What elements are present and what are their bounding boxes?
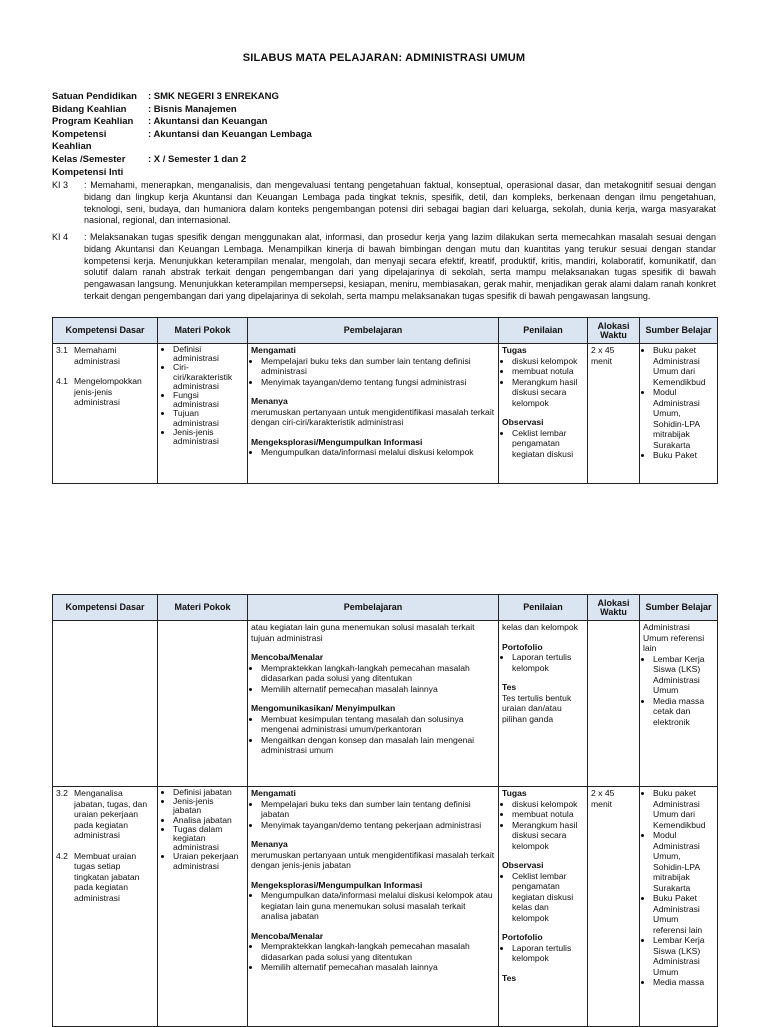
list-item: • Media massa bbox=[653, 977, 714, 988]
spacer bbox=[56, 366, 154, 376]
ki-code: KI 4 bbox=[52, 232, 69, 242]
kd-text: Memahami administrasi bbox=[74, 345, 120, 366]
table-header-row bbox=[53, 318, 718, 344]
identity-block bbox=[52, 91, 312, 166]
identity-row bbox=[52, 129, 312, 154]
identity-row bbox=[52, 104, 312, 117]
sumber-belajar-cell bbox=[640, 787, 718, 1027]
kd-number: 3.1 bbox=[56, 345, 68, 355]
section-heading: Observasi bbox=[502, 860, 544, 870]
identity-value: : Akuntansi dan Keuangan Lembaga bbox=[148, 128, 312, 140]
section-text: Tes tertulis bentuk uraian dan/atau pilihan ganda bbox=[502, 692, 572, 724]
list-item: • Media massa cetak dan elektronik bbox=[653, 696, 714, 728]
kd-item bbox=[56, 788, 154, 841]
list-item: • Memilih alternatif pemecahan masalah lainnya bbox=[261, 684, 495, 695]
table-row bbox=[53, 787, 718, 1027]
list-item: • Membuat kesimpulan tentang masalah dan solusinya mengenai administrasi umum/perkantoran bbox=[261, 714, 495, 735]
list-item: • Mengaitkan dengan konsep dan masalah lain mengenai administrasi umum bbox=[261, 735, 495, 756]
list-item: • Tugas dalam kegiatan administrasi bbox=[173, 825, 244, 853]
list-item: • Mengumpulkan data/informasi melalui diskusi kelompok atau kegiatan lain guna menemukan solusi masalah terkait analisa jabatan bbox=[261, 890, 495, 922]
continued-text: atau kegiatan lain guna menemukan solusi masalah terkait tujuan administrasi bbox=[251, 622, 475, 643]
bullet-list bbox=[502, 871, 584, 924]
bullet-list bbox=[502, 943, 584, 964]
bullet-list bbox=[643, 788, 714, 988]
ki-text: : Melaksanakan tugas spesifik dengan menggunakan alat, informasi, dan prosedur kerja yang lazim dilakukan serta memecahkan masalah sesuai dengan bidang Akuntansi dan Keuangan Lembaga. Menampilkan kinerja di bawah bimbingan dengan mutu dan kuantitas yang terukur sesuai dengan standar kompetensi kerja. Menunjukkan keterampilan menalar, mengolah, dan menyaji secara efektif, kreatif, produktif, kritis, mandiri, kolaboratif, komunikatif, dan solutif dalam ranah abstrak terkait dengan pengembangan dari yang dipelajarinya di sekolah, serta mampu melaksanakan tugas spesifik di bawah pengawasan langsung. Menunjukkan keterampilan mempersepsi, kesiapan, meniru, membiasakan, gerak mahir, menjadikan gerak alami dalam ranah konkret terkait dengan pengembangan dari yang dipelajarinya di sekolah, serta mampu melaksanakan tugas spesifik di bawah pengawasan langsung. bbox=[84, 232, 716, 301]
bullet-list bbox=[502, 356, 584, 409]
list-item: • Mempraktekkan langkah-langkah pemecahan masalah didasarkan pada solusi yang ditentukan bbox=[261, 663, 495, 684]
list-item: • Fungsi administrasi bbox=[173, 391, 244, 409]
section-heading: Portofolio bbox=[502, 641, 543, 652]
kd-item bbox=[56, 345, 154, 366]
syllabus-table-1 bbox=[52, 317, 718, 484]
section-heading: Menanya bbox=[251, 839, 288, 849]
kd-text: Menganalisa jabatan, tugas, dan uraian pekerjaan pada kegiatan administrasi bbox=[74, 788, 148, 840]
identity-row bbox=[52, 116, 312, 129]
bullet-list bbox=[502, 799, 584, 852]
ki-4 bbox=[52, 232, 716, 303]
list-item: • Modul Administrasi Umum, Sohidin-LPA mitrabijak Surakarta bbox=[653, 830, 714, 893]
bullet-list bbox=[502, 428, 584, 460]
ki-code: KI 3 bbox=[52, 180, 69, 190]
column-header: Kompetensi Dasar bbox=[53, 595, 158, 621]
alokasi-waktu-cell bbox=[588, 344, 640, 484]
list-item: • Mempelajari buku teks dan sumber lain tentang definisi administrasi bbox=[261, 356, 495, 377]
alokasi-waktu-cell bbox=[588, 621, 640, 787]
list-item: • Uraian pekerjaan administrasi bbox=[173, 852, 244, 870]
bullet-list bbox=[161, 788, 244, 871]
bullet-list bbox=[251, 447, 495, 458]
list-item: • Laporan tertulis kelompok bbox=[512, 943, 584, 964]
identity-value: : Bisnis Manajemen bbox=[148, 103, 237, 115]
penilaian-cell bbox=[499, 344, 588, 484]
list-item: • Lembar Kerja Siswa (LKS) Administrasi Umum bbox=[653, 935, 714, 977]
identity-value: : Akuntansi dan Keuangan bbox=[148, 116, 268, 127]
list-item: • Ceklist lembar pengamatan kegiatan diskusi kelas dan kelompok bbox=[512, 871, 584, 924]
alokasi-waktu-value: 2 x 45 menit bbox=[591, 788, 615, 809]
section-heading: Mencoba/Menalar bbox=[251, 930, 324, 941]
section-heading: Tes bbox=[502, 682, 517, 692]
kd-number: 4.1 bbox=[56, 376, 68, 386]
column-header: Pembelajaran bbox=[248, 595, 499, 621]
kd-item bbox=[56, 376, 154, 408]
column-header: Penilaian bbox=[499, 318, 588, 344]
sumber-belajar-cell bbox=[640, 344, 718, 484]
column-header: Pembelajaran bbox=[248, 318, 499, 344]
materi-pokok-cell bbox=[158, 621, 248, 787]
list-item: • Modul Administrasi Umum, Sohidin-LPA mitrabijak Surakarta bbox=[653, 387, 714, 450]
section-heading: Tes bbox=[502, 972, 517, 983]
penilaian-cell bbox=[499, 621, 588, 787]
list-item: • Definisi administrasi bbox=[173, 345, 244, 363]
pembelajaran-cell bbox=[248, 621, 499, 787]
list-item: • Mengumpulkan data/informasi melalui diskusi kelompok bbox=[261, 447, 495, 458]
section-heading: Mengamati bbox=[251, 345, 296, 355]
bullet-list bbox=[502, 652, 584, 673]
ki-heading: Kompetensi Inti bbox=[52, 167, 124, 178]
alokasi-waktu-cell bbox=[588, 787, 640, 1027]
kd-text: Mengelompokkan jenis-jenis administrasi bbox=[74, 376, 142, 407]
kompetensi-dasar-cell bbox=[53, 787, 158, 1027]
kompetensi-dasar-cell bbox=[53, 621, 158, 787]
kompetensi-dasar-cell bbox=[53, 344, 158, 484]
penilaian-cell bbox=[499, 787, 588, 1027]
list-item: • Ceklist lembar pengamatan kegiatan diskusi bbox=[512, 428, 584, 460]
ki-text: : Memahami, menerapkan, menganalisis, dan mengevaluasi tentang pengetahuan faktual, konseptual, operasional dasar, dan metakognitif sesuai dengan bidang dan lingkup kerja Akuntansi dan Keuangan Lembaga pada tingkat teknis, spesifik, detil, dan kompleks, berkenaan dengan ilmu pengetahuan, teknologi, seni, budaya, dan humaniora dalam konteks pengembangan potensi diri sebagai bagian dari keluarga, sekolah, dunia kerja, warga masyarakat nasional, regional, dan internasional. bbox=[84, 180, 716, 226]
list-item: • Laporan tertulis kelompok bbox=[512, 652, 584, 673]
identity-label: Program Keahlian bbox=[52, 116, 134, 127]
list-item: • diskusi kelompok bbox=[512, 799, 584, 810]
identity-label: Satuan Pendidikan bbox=[52, 91, 137, 102]
section-heading: Observasi bbox=[502, 417, 544, 427]
list-item: • Buku paket Administrasi Umum dari Kemendikbud bbox=[653, 788, 714, 830]
bullet-list bbox=[251, 356, 495, 388]
list-item: • Jenis-jenis administrasi bbox=[173, 428, 244, 446]
section-heading: Portofolio bbox=[502, 932, 543, 942]
materi-pokok-cell bbox=[158, 787, 248, 1027]
kd-number: 3.2 bbox=[56, 788, 68, 798]
column-header: Materi Pokok bbox=[158, 595, 248, 621]
section-heading: Mengamati bbox=[251, 788, 296, 798]
column-header: Alokasi Waktu bbox=[588, 595, 640, 621]
identity-label: Kelas /Semester bbox=[52, 153, 126, 165]
list-item: • Lembar Kerja Siswa (LKS) Administrasi Umum bbox=[653, 654, 714, 696]
syllabus-table-2 bbox=[52, 594, 718, 1027]
column-header: Penilaian bbox=[499, 595, 588, 621]
list-item: • membuat notula bbox=[512, 366, 584, 377]
identity-label: Kompetensi Keahlian bbox=[52, 128, 107, 152]
column-header: Sumber Belajar bbox=[640, 595, 718, 621]
continued-text: kelas dan kelompok bbox=[502, 622, 578, 632]
list-item: • Menyimak tayangan/demo tentang fungsi administrasi bbox=[261, 377, 495, 388]
list-item: • Merangkum hasil diskusi secara kelompok bbox=[512, 377, 584, 409]
materi-pokok-cell bbox=[158, 344, 248, 484]
bullet-list bbox=[251, 663, 495, 695]
bullet-list bbox=[251, 890, 495, 922]
list-item: • Jenis-jenis jabatan bbox=[173, 797, 244, 815]
section-heading: Mengeksplorasi/Mengumpulkan Informasi bbox=[251, 879, 423, 890]
list-item: • Mempraktekkan langkah-langkah pemecahan masalah didasarkan pada solusi yang ditentukan bbox=[261, 941, 495, 962]
table-row bbox=[53, 344, 718, 484]
pembelajaran-cell bbox=[248, 344, 499, 484]
list-item: • Definisi jabatan bbox=[173, 788, 244, 797]
list-item: • Menyimak tayangan/demo tentang pekerjaan administrasi bbox=[261, 820, 495, 831]
list-item: • Mempelajari buku teks dan sumber lain tentang definisi jabatan bbox=[261, 799, 495, 820]
identity-label: Bidang Keahlian bbox=[52, 103, 127, 115]
list-item: • Tujuan administrasi bbox=[173, 409, 244, 427]
kd-number: 4.2 bbox=[56, 850, 68, 861]
alokasi-waktu-value: 2 x 45 menit bbox=[591, 345, 615, 366]
spacer bbox=[56, 841, 154, 851]
bullet-list bbox=[251, 714, 495, 756]
sumber-belajar-cell bbox=[640, 621, 718, 787]
list-item: • Buku Paket Administrasi Umum referensi lain bbox=[653, 893, 714, 935]
table-header-row bbox=[53, 595, 718, 621]
identity-value: : SMK NEGERI 3 ENREKANG bbox=[148, 91, 279, 102]
list-item: • Buku paket Administrasi Umum dari Kemendikbud bbox=[653, 345, 714, 387]
list-item: • Ciri-ciri/karakteristik administrasi bbox=[173, 363, 244, 391]
bullet-list bbox=[251, 799, 495, 831]
list-item: • membuat notula bbox=[512, 809, 584, 820]
list-item: • diskusi kelompok bbox=[512, 356, 584, 367]
bullet-list bbox=[643, 345, 714, 461]
section-heading: Mencoba/Menalar bbox=[251, 652, 324, 662]
column-header: Sumber Belajar bbox=[640, 318, 718, 344]
section-heading: Menanya bbox=[251, 396, 288, 406]
list-item: • Buku Paket bbox=[653, 450, 714, 461]
section-text: merumuskan pertanyaan untuk mengidentifikasi masalah terkait dengan ciri-ciri/karakteristik administrasi bbox=[251, 406, 495, 427]
identity-row bbox=[52, 154, 312, 167]
column-header: Alokasi Waktu bbox=[588, 318, 640, 344]
kd-text: Membuat uraian tugas setiap tingkatan jabatan pada kegiatan administrasi bbox=[74, 850, 140, 903]
bullet-list bbox=[161, 345, 244, 446]
bullet-list bbox=[251, 941, 495, 973]
list-item: • Analisa jabatan bbox=[173, 816, 244, 825]
pembelajaran-cell bbox=[248, 787, 499, 1027]
kd-item bbox=[56, 851, 154, 904]
column-header: Kompetensi Dasar bbox=[53, 318, 158, 344]
section-heading: Mengeksplorasi/Mengumpulkan Informasi bbox=[251, 436, 423, 447]
bullet-list bbox=[643, 654, 714, 728]
list-item: • Memilih alternatif pemecahan masalah lainnya bbox=[261, 962, 495, 973]
ki-3 bbox=[52, 180, 716, 227]
continued-text: Administrasi Umum referensi lain bbox=[643, 622, 705, 653]
document-title: SILABUS MATA PELAJARAN: ADMINISTRASI UMUM bbox=[242, 52, 526, 64]
section-heading: Tugas bbox=[502, 788, 527, 798]
list-item: • Merangkum hasil diskusi secara kelompok bbox=[512, 820, 584, 852]
table-row bbox=[53, 621, 718, 787]
column-header: Materi Pokok bbox=[158, 318, 248, 344]
section-heading: Mengomunikasikan/ Menyimpulkan bbox=[251, 703, 396, 713]
section-text: merumuskan pertanyaan untuk mengidentifikasi masalah terkait dengan jenis-jenis jabatan bbox=[251, 849, 495, 870]
section-heading: Tugas bbox=[502, 345, 527, 355]
identity-row bbox=[52, 91, 312, 104]
identity-value: : X / Semester 1 dan 2 bbox=[148, 153, 247, 165]
